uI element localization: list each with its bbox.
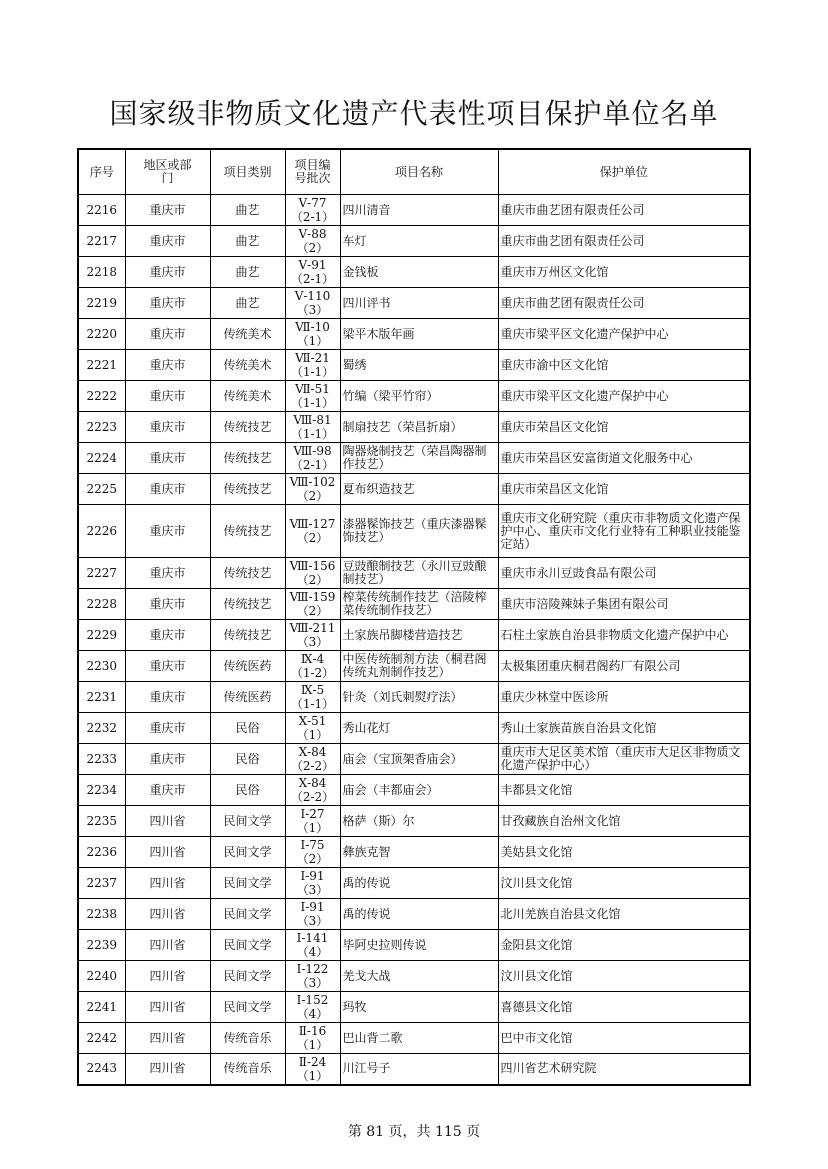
row-name: 针灸（刘氏刺熨疗法） xyxy=(340,682,498,713)
header-name: 项目名称 xyxy=(340,149,498,195)
row-no: 2224 xyxy=(78,443,125,474)
row-unit: 重庆市梁平区文化遗产保护中心 xyxy=(498,381,750,412)
row-region: 四川省 xyxy=(125,806,210,837)
row-code-batch: （4） xyxy=(296,945,329,959)
row-code-number: Ⅱ-16 xyxy=(298,1024,327,1038)
row-no: 2243 xyxy=(78,1054,125,1085)
table-row xyxy=(78,350,750,381)
row-no: 2233 xyxy=(78,744,125,775)
row-category: 曲艺 xyxy=(210,257,285,288)
table-row xyxy=(78,474,750,505)
row-unit: 太极集团重庆桐君阁药厂有限公司 xyxy=(498,651,750,682)
row-category: 曲艺 xyxy=(210,226,285,257)
row-code-number: Ⅴ-88 xyxy=(298,227,327,241)
table-row xyxy=(78,589,750,620)
row-code xyxy=(285,744,340,775)
row-code-batch: （2） xyxy=(296,852,329,866)
row-name: 制扇技艺（荣昌折扇） xyxy=(340,412,498,443)
table-row xyxy=(78,195,750,226)
row-unit: 重庆少林堂中医诊所 xyxy=(498,682,750,713)
row-code-number: Ⅹ-84 xyxy=(298,776,327,790)
row-region: 重庆市 xyxy=(125,558,210,589)
row-name: 秀山花灯 xyxy=(340,713,498,744)
row-category: 民俗 xyxy=(210,713,285,744)
row-name: 羌戈大战 xyxy=(340,961,498,992)
row-no: 2225 xyxy=(78,474,125,505)
row-no: 2238 xyxy=(78,899,125,930)
row-code-batch: （2-1） xyxy=(290,458,335,472)
table-row xyxy=(78,505,750,558)
row-code xyxy=(285,505,340,558)
header-no: 序号 xyxy=(78,149,125,195)
row-unit: 石柱土家族自治县非物质文化遗产保护中心 xyxy=(498,620,750,651)
row-code-batch: （2） xyxy=(296,604,329,618)
row-code-batch: （4） xyxy=(296,1007,329,1021)
row-code xyxy=(285,474,340,505)
row-name: 榨菜传统制作技艺（涪陵榨菜传统制作技艺） xyxy=(340,589,498,620)
row-code-number: Ⅷ-81 xyxy=(293,413,332,427)
row-name: 陶器烧制技艺（荣昌陶器制作技艺） xyxy=(340,443,498,474)
row-code-batch: （2-2） xyxy=(290,759,335,773)
row-code-batch: （1） xyxy=(296,334,329,348)
table-row xyxy=(78,257,750,288)
row-unit: 重庆市大足区美术馆（重庆市大足区非物质文化遗产保护中心） xyxy=(498,744,750,775)
row-code-number: Ⅰ-122 xyxy=(296,962,329,976)
row-category: 传统技艺 xyxy=(210,589,285,620)
row-unit: 金阳县文化馆 xyxy=(498,930,750,961)
row-region: 重庆市 xyxy=(125,775,210,806)
row-name: 金钱板 xyxy=(340,257,498,288)
row-region: 重庆市 xyxy=(125,443,210,474)
row-code xyxy=(285,899,340,930)
row-region: 四川省 xyxy=(125,992,210,1023)
row-code-batch: （3） xyxy=(296,303,329,317)
table-row xyxy=(78,288,750,319)
table-row xyxy=(78,1023,750,1054)
table-row xyxy=(78,443,750,474)
row-name: 四川清音 xyxy=(340,195,498,226)
row-code xyxy=(285,1054,340,1085)
row-code-batch: （1-1） xyxy=(290,365,335,379)
row-region: 重庆市 xyxy=(125,319,210,350)
row-no: 2222 xyxy=(78,381,125,412)
row-code-number: Ⅹ-51 xyxy=(298,714,327,728)
row-no: 2226 xyxy=(78,505,125,558)
row-unit: 重庆市永川豆豉食品有限公司 xyxy=(498,558,750,589)
row-unit: 重庆市曲艺团有限责任公司 xyxy=(498,195,750,226)
row-name: 蜀绣 xyxy=(340,350,498,381)
row-region: 重庆市 xyxy=(125,744,210,775)
header-code: 项目编号批次 xyxy=(285,149,340,195)
table-row xyxy=(78,713,750,744)
row-code-batch: （3） xyxy=(296,883,329,897)
row-category: 传统医药 xyxy=(210,682,285,713)
row-code-number: Ⅷ-211 xyxy=(289,621,336,635)
row-category: 传统医药 xyxy=(210,651,285,682)
row-unit: 四川省艺术研究院 xyxy=(498,1054,750,1085)
row-unit: 重庆市文化研究院（重庆市非物质文化遗产保护中心、重庆市文化行业特有工种职业技能鉴定站） xyxy=(498,505,750,558)
row-code xyxy=(285,381,340,412)
row-region: 重庆市 xyxy=(125,226,210,257)
row-code xyxy=(285,257,340,288)
table-row xyxy=(78,319,750,350)
row-no: 2234 xyxy=(78,775,125,806)
row-code-batch: （3） xyxy=(296,976,329,990)
row-category: 传统音乐 xyxy=(210,1023,285,1054)
row-no: 2236 xyxy=(78,837,125,868)
row-code-number: Ⅰ-27 xyxy=(300,807,325,821)
row-region: 重庆市 xyxy=(125,682,210,713)
heritage-table xyxy=(77,148,751,1086)
table-row xyxy=(78,899,750,930)
row-no: 2239 xyxy=(78,930,125,961)
table-row xyxy=(78,412,750,443)
row-code-number: Ⅰ-75 xyxy=(300,838,325,852)
row-code-batch: （1-1） xyxy=(290,396,335,410)
table-row xyxy=(78,868,750,899)
row-code-batch: （2-1） xyxy=(290,210,335,224)
row-code xyxy=(285,806,340,837)
row-name: 彝族克智 xyxy=(340,837,498,868)
row-code xyxy=(285,775,340,806)
table-row xyxy=(78,775,750,806)
row-name: 格萨（斯）尔 xyxy=(340,806,498,837)
row-unit: 北川羌族自治县文化馆 xyxy=(498,899,750,930)
row-code-batch: （1-1） xyxy=(290,697,335,711)
row-code xyxy=(285,620,340,651)
row-code xyxy=(285,195,340,226)
row-code xyxy=(285,992,340,1023)
table-row xyxy=(78,744,750,775)
table-row xyxy=(78,226,750,257)
row-name: 四川评书 xyxy=(340,288,498,319)
row-code-number: Ⅰ-152 xyxy=(296,993,329,1007)
row-region: 重庆市 xyxy=(125,350,210,381)
row-unit: 美姑县文化馆 xyxy=(498,837,750,868)
table-row xyxy=(78,837,750,868)
row-unit: 重庆市渝中区文化馆 xyxy=(498,350,750,381)
row-name: 土家族吊脚楼营造技艺 xyxy=(340,620,498,651)
row-code-number: Ⅰ-91 xyxy=(300,900,325,914)
row-region: 重庆市 xyxy=(125,589,210,620)
table-row xyxy=(78,961,750,992)
row-no: 2216 xyxy=(78,195,125,226)
row-no: 2220 xyxy=(78,319,125,350)
row-code-number: Ⅷ-127 xyxy=(289,517,336,531)
row-unit: 巴中市文化馆 xyxy=(498,1023,750,1054)
row-code-batch: （2-2） xyxy=(290,790,335,804)
row-unit: 甘孜藏族自治州文化馆 xyxy=(498,806,750,837)
row-code-number: Ⅶ-21 xyxy=(295,351,330,365)
row-code-batch: （1） xyxy=(296,1068,329,1083)
row-name: 禹的传说 xyxy=(340,868,498,899)
row-code-batch: （1-2） xyxy=(290,666,335,680)
row-name: 川江号子 xyxy=(340,1054,498,1085)
row-code-number: Ⅴ-110 xyxy=(294,289,331,303)
row-code-number: Ⅹ-84 xyxy=(298,745,327,759)
row-unit: 重庆市荣昌区安富街道文化服务中心 xyxy=(498,443,750,474)
row-region: 四川省 xyxy=(125,930,210,961)
row-code-batch: （1） xyxy=(296,821,329,835)
header-unit: 保护单位 xyxy=(498,149,750,195)
row-no: 2235 xyxy=(78,806,125,837)
row-region: 四川省 xyxy=(125,1054,210,1085)
document-title: 国家级非物质文化遗产代表性项目保护单位名单 xyxy=(109,97,719,130)
row-code xyxy=(285,319,340,350)
row-region: 四川省 xyxy=(125,837,210,868)
table-row xyxy=(78,806,750,837)
row-region: 重庆市 xyxy=(125,474,210,505)
row-region: 重庆市 xyxy=(125,713,210,744)
table-row xyxy=(78,620,750,651)
row-code xyxy=(285,868,340,899)
row-code xyxy=(285,1023,340,1054)
row-category: 民俗 xyxy=(210,775,285,806)
row-no: 2232 xyxy=(78,713,125,744)
row-code-number: Ⅶ-10 xyxy=(295,320,330,334)
row-unit: 重庆市荣昌区文化馆 xyxy=(498,474,750,505)
row-code-number: Ⅷ-98 xyxy=(293,444,332,458)
row-category: 曲艺 xyxy=(210,288,285,319)
table-body xyxy=(78,195,750,1085)
row-no: 2242 xyxy=(78,1023,125,1054)
row-category: 传统技艺 xyxy=(210,505,285,558)
row-name: 玛牧 xyxy=(340,992,498,1023)
row-region: 重庆市 xyxy=(125,412,210,443)
row-name: 夏布织造技艺 xyxy=(340,474,498,505)
row-code xyxy=(285,713,340,744)
row-code xyxy=(285,682,340,713)
row-code xyxy=(285,350,340,381)
row-unit: 汶川县文化馆 xyxy=(498,868,750,899)
row-category: 传统音乐 xyxy=(210,1054,285,1085)
row-category: 传统技艺 xyxy=(210,443,285,474)
row-code-batch: （1） xyxy=(296,728,329,742)
row-region: 四川省 xyxy=(125,961,210,992)
row-code xyxy=(285,930,340,961)
row-no: 2231 xyxy=(78,682,125,713)
row-code-number: Ⅷ-159 xyxy=(289,590,336,604)
row-category: 民间文学 xyxy=(210,930,285,961)
row-no: 2221 xyxy=(78,350,125,381)
row-code xyxy=(285,288,340,319)
row-no: 2229 xyxy=(78,620,125,651)
row-code-number: Ⅴ-91 xyxy=(298,258,327,272)
table-row xyxy=(78,1054,750,1085)
row-code-batch: （2） xyxy=(296,489,329,503)
row-unit: 重庆市曲艺团有限责任公司 xyxy=(498,288,750,319)
row-category: 传统美术 xyxy=(210,319,285,350)
row-category: 民间文学 xyxy=(210,992,285,1023)
table-row xyxy=(78,651,750,682)
row-no: 2219 xyxy=(78,288,125,319)
row-category: 传统技艺 xyxy=(210,412,285,443)
row-code xyxy=(285,558,340,589)
row-category: 民间文学 xyxy=(210,961,285,992)
row-code xyxy=(285,443,340,474)
row-name: 巴山背二歌 xyxy=(340,1023,498,1054)
table-row xyxy=(78,992,750,1023)
row-no: 2237 xyxy=(78,868,125,899)
row-code xyxy=(285,651,340,682)
row-code xyxy=(285,961,340,992)
row-no: 2227 xyxy=(78,558,125,589)
row-category: 民间文学 xyxy=(210,899,285,930)
row-code xyxy=(285,589,340,620)
row-category: 传统美术 xyxy=(210,381,285,412)
row-code xyxy=(285,226,340,257)
row-code-number: Ⅸ-5 xyxy=(300,683,325,697)
row-code-batch: （3） xyxy=(296,914,329,928)
row-code-batch: （1） xyxy=(296,1038,329,1052)
row-name: 车灯 xyxy=(340,226,498,257)
row-unit: 重庆市涪陵辣妹子集团有限公司 xyxy=(498,589,750,620)
row-code-batch: （2） xyxy=(296,531,329,545)
row-code-number: Ⅰ-141 xyxy=(296,931,329,945)
row-name: 梁平木版年画 xyxy=(340,319,498,350)
row-region: 四川省 xyxy=(125,868,210,899)
row-code-batch: （3） xyxy=(296,635,329,649)
row-region: 四川省 xyxy=(125,1023,210,1054)
row-no: 2241 xyxy=(78,992,125,1023)
table-row xyxy=(78,682,750,713)
table-row xyxy=(78,381,750,412)
row-code-batch: （2） xyxy=(296,573,329,587)
row-region: 四川省 xyxy=(125,899,210,930)
row-code-number: Ⅰ-91 xyxy=(300,869,325,883)
header-category: 项目类别 xyxy=(210,149,285,195)
row-name: 禹的传说 xyxy=(340,899,498,930)
row-code-number: Ⅷ-102 xyxy=(289,475,336,489)
row-name: 漆器髹饰技艺（重庆漆器髹饰技艺） xyxy=(340,505,498,558)
row-region: 重庆市 xyxy=(125,381,210,412)
row-unit: 喜德县文化馆 xyxy=(498,992,750,1023)
row-unit: 重庆市万州区文化馆 xyxy=(498,257,750,288)
table-header-row xyxy=(78,149,750,195)
row-category: 传统技艺 xyxy=(210,474,285,505)
row-name: 庙会（丰都庙会） xyxy=(340,775,498,806)
row-region: 重庆市 xyxy=(125,195,210,226)
row-unit: 汶川县文化馆 xyxy=(498,961,750,992)
row-code xyxy=(285,412,340,443)
row-region: 重庆市 xyxy=(125,620,210,651)
row-name: 豆豉酿制技艺（永川豆豉酿制技艺） xyxy=(340,558,498,589)
row-category: 传统技艺 xyxy=(210,558,285,589)
row-code-batch: （2） xyxy=(296,241,329,255)
row-name: 中医传统制剂方法（桐君阁传统丸剂制作技艺） xyxy=(340,651,498,682)
row-region: 重庆市 xyxy=(125,651,210,682)
table-row xyxy=(78,558,750,589)
row-no: 2230 xyxy=(78,651,125,682)
row-no: 2217 xyxy=(78,226,125,257)
row-category: 传统技艺 xyxy=(210,620,285,651)
row-code-number: Ⅸ-4 xyxy=(300,652,325,666)
row-code-number: Ⅴ-77 xyxy=(298,196,327,210)
row-category: 传统美术 xyxy=(210,350,285,381)
row-code-batch: （1-1） xyxy=(290,427,335,441)
row-category: 民俗 xyxy=(210,744,285,775)
row-unit: 重庆市荣昌区文化馆 xyxy=(498,412,750,443)
row-category: 民间文学 xyxy=(210,806,285,837)
row-category: 民间文学 xyxy=(210,868,285,899)
row-region: 重庆市 xyxy=(125,505,210,558)
row-code xyxy=(285,837,340,868)
row-code-number: Ⅶ-51 xyxy=(295,382,330,396)
row-category: 民间文学 xyxy=(210,837,285,868)
row-code-number: Ⅷ-156 xyxy=(289,559,336,573)
row-category: 曲艺 xyxy=(210,195,285,226)
row-region: 重庆市 xyxy=(125,257,210,288)
row-no: 2228 xyxy=(78,589,125,620)
row-unit: 秀山土家族苗族自治县文化馆 xyxy=(498,713,750,744)
table-row xyxy=(78,930,750,961)
row-unit: 重庆市曲艺团有限责任公司 xyxy=(498,226,750,257)
row-code-number: Ⅱ-24 xyxy=(298,1054,327,1069)
row-no: 2218 xyxy=(78,257,125,288)
row-name: 竹编（梁平竹帘） xyxy=(340,381,498,412)
row-no: 2240 xyxy=(78,961,125,992)
row-no: 2223 xyxy=(78,412,125,443)
header-region: 地区或部门 xyxy=(125,149,210,195)
row-unit: 丰都县文化馆 xyxy=(498,775,750,806)
row-unit: 重庆市梁平区文化遗产保护中心 xyxy=(498,319,750,350)
page-footer: 第 81 页，共 115 页 xyxy=(347,1124,481,1140)
row-code-batch: （2-1） xyxy=(290,272,335,286)
row-name: 庙会（宝顶架香庙会） xyxy=(340,744,498,775)
row-region: 重庆市 xyxy=(125,288,210,319)
row-name: 毕阿史拉则传说 xyxy=(340,930,498,961)
